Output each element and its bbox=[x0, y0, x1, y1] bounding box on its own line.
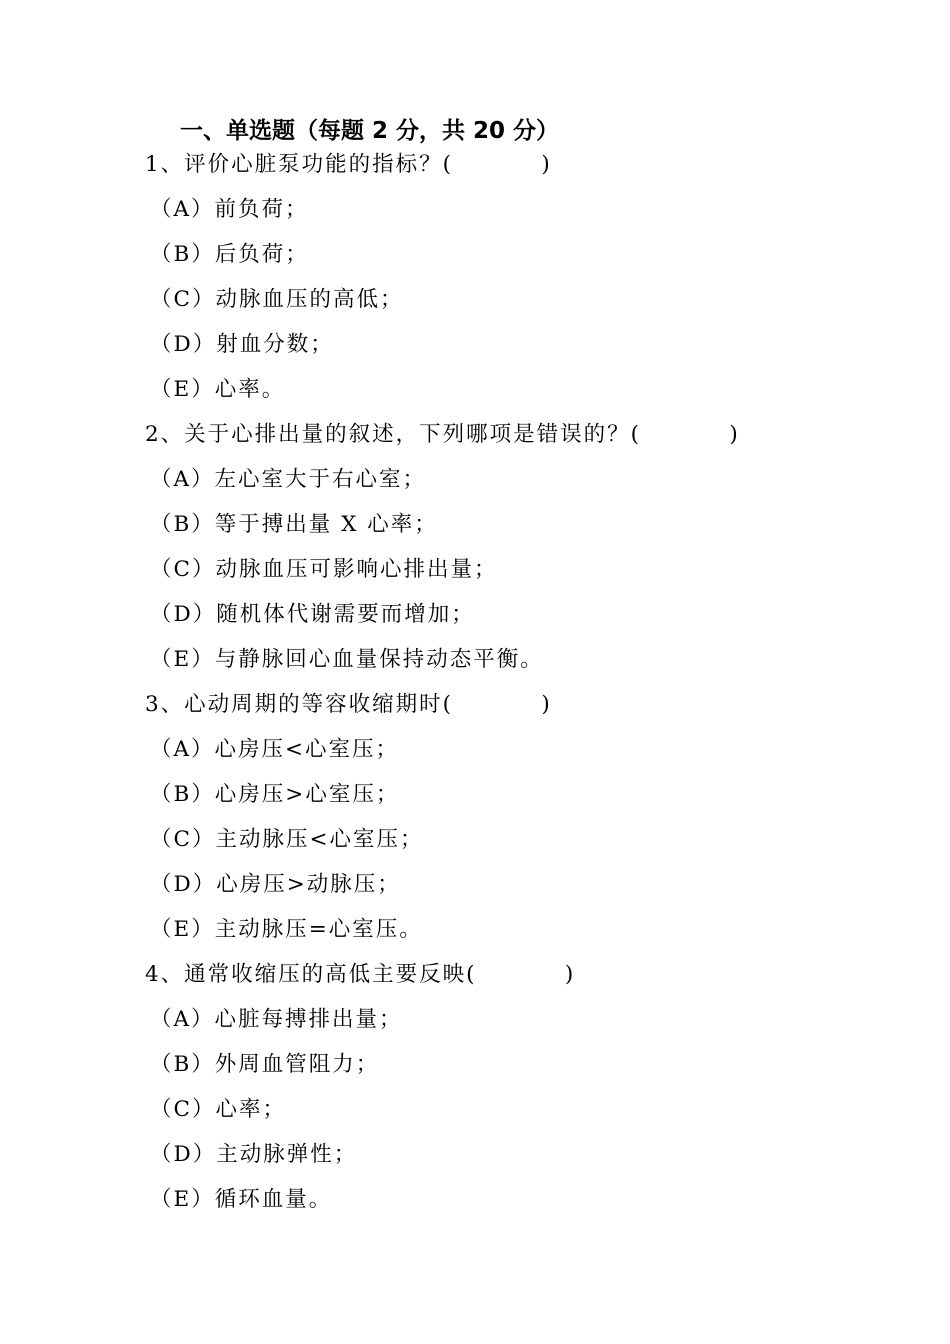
question-stem: 2、关于心排出量的叙述，下列哪项是错误的？( ) bbox=[145, 422, 740, 447]
option-d: （D）随机体代谢需要而增加； bbox=[150, 602, 475, 627]
section-title: 一、单选题（每题 2 分，共 20 分） bbox=[180, 118, 560, 144]
option-d: （D）主动脉弹性； bbox=[150, 1142, 358, 1167]
option-d: （D）射血分数； bbox=[150, 332, 334, 357]
question-2 bbox=[145, 412, 845, 682]
option-b: （B）外周血管阻力； bbox=[150, 1052, 380, 1077]
option-b: （B）后负荷； bbox=[150, 242, 309, 267]
option-e: （E）循环血量。 bbox=[150, 1187, 333, 1212]
option-c: （C）主动脉压<心室压； bbox=[150, 827, 424, 852]
option-e: （E）心率。 bbox=[150, 377, 286, 402]
question-stem: 3、心动周期的等容收缩期时( ) bbox=[145, 692, 552, 717]
option-c: （C）心率； bbox=[150, 1097, 286, 1122]
option-d: （D）心房压>动脉压； bbox=[150, 872, 401, 897]
question-1 bbox=[145, 142, 845, 412]
question-4 bbox=[145, 952, 845, 1222]
question-3 bbox=[145, 682, 845, 952]
option-b: （B）等于搏出量 X 心率； bbox=[150, 512, 438, 537]
option-c: （C）动脉血压可影响心排出量； bbox=[150, 557, 498, 582]
option-a: （A）心脏每搏排出量； bbox=[150, 1007, 403, 1032]
option-c: （C）动脉血压的高低； bbox=[150, 287, 404, 312]
question-list bbox=[145, 142, 845, 1222]
option-b: （B）心房压>心室压； bbox=[150, 782, 400, 807]
option-a: （A）心房压<心室压； bbox=[150, 737, 400, 762]
option-a: （A）前负荷； bbox=[150, 197, 309, 222]
question-stem: 4、通常收缩压的高低主要反映( ) bbox=[145, 962, 576, 987]
option-a: （A）左心室大于右心室； bbox=[150, 467, 427, 492]
option-e: （E）与静脉回心血量保持动态平衡。 bbox=[150, 647, 544, 672]
option-e: （E）主动脉压=心室压。 bbox=[150, 917, 423, 942]
question-stem: 1、评价心脏泵功能的指标？( ) bbox=[145, 152, 552, 177]
